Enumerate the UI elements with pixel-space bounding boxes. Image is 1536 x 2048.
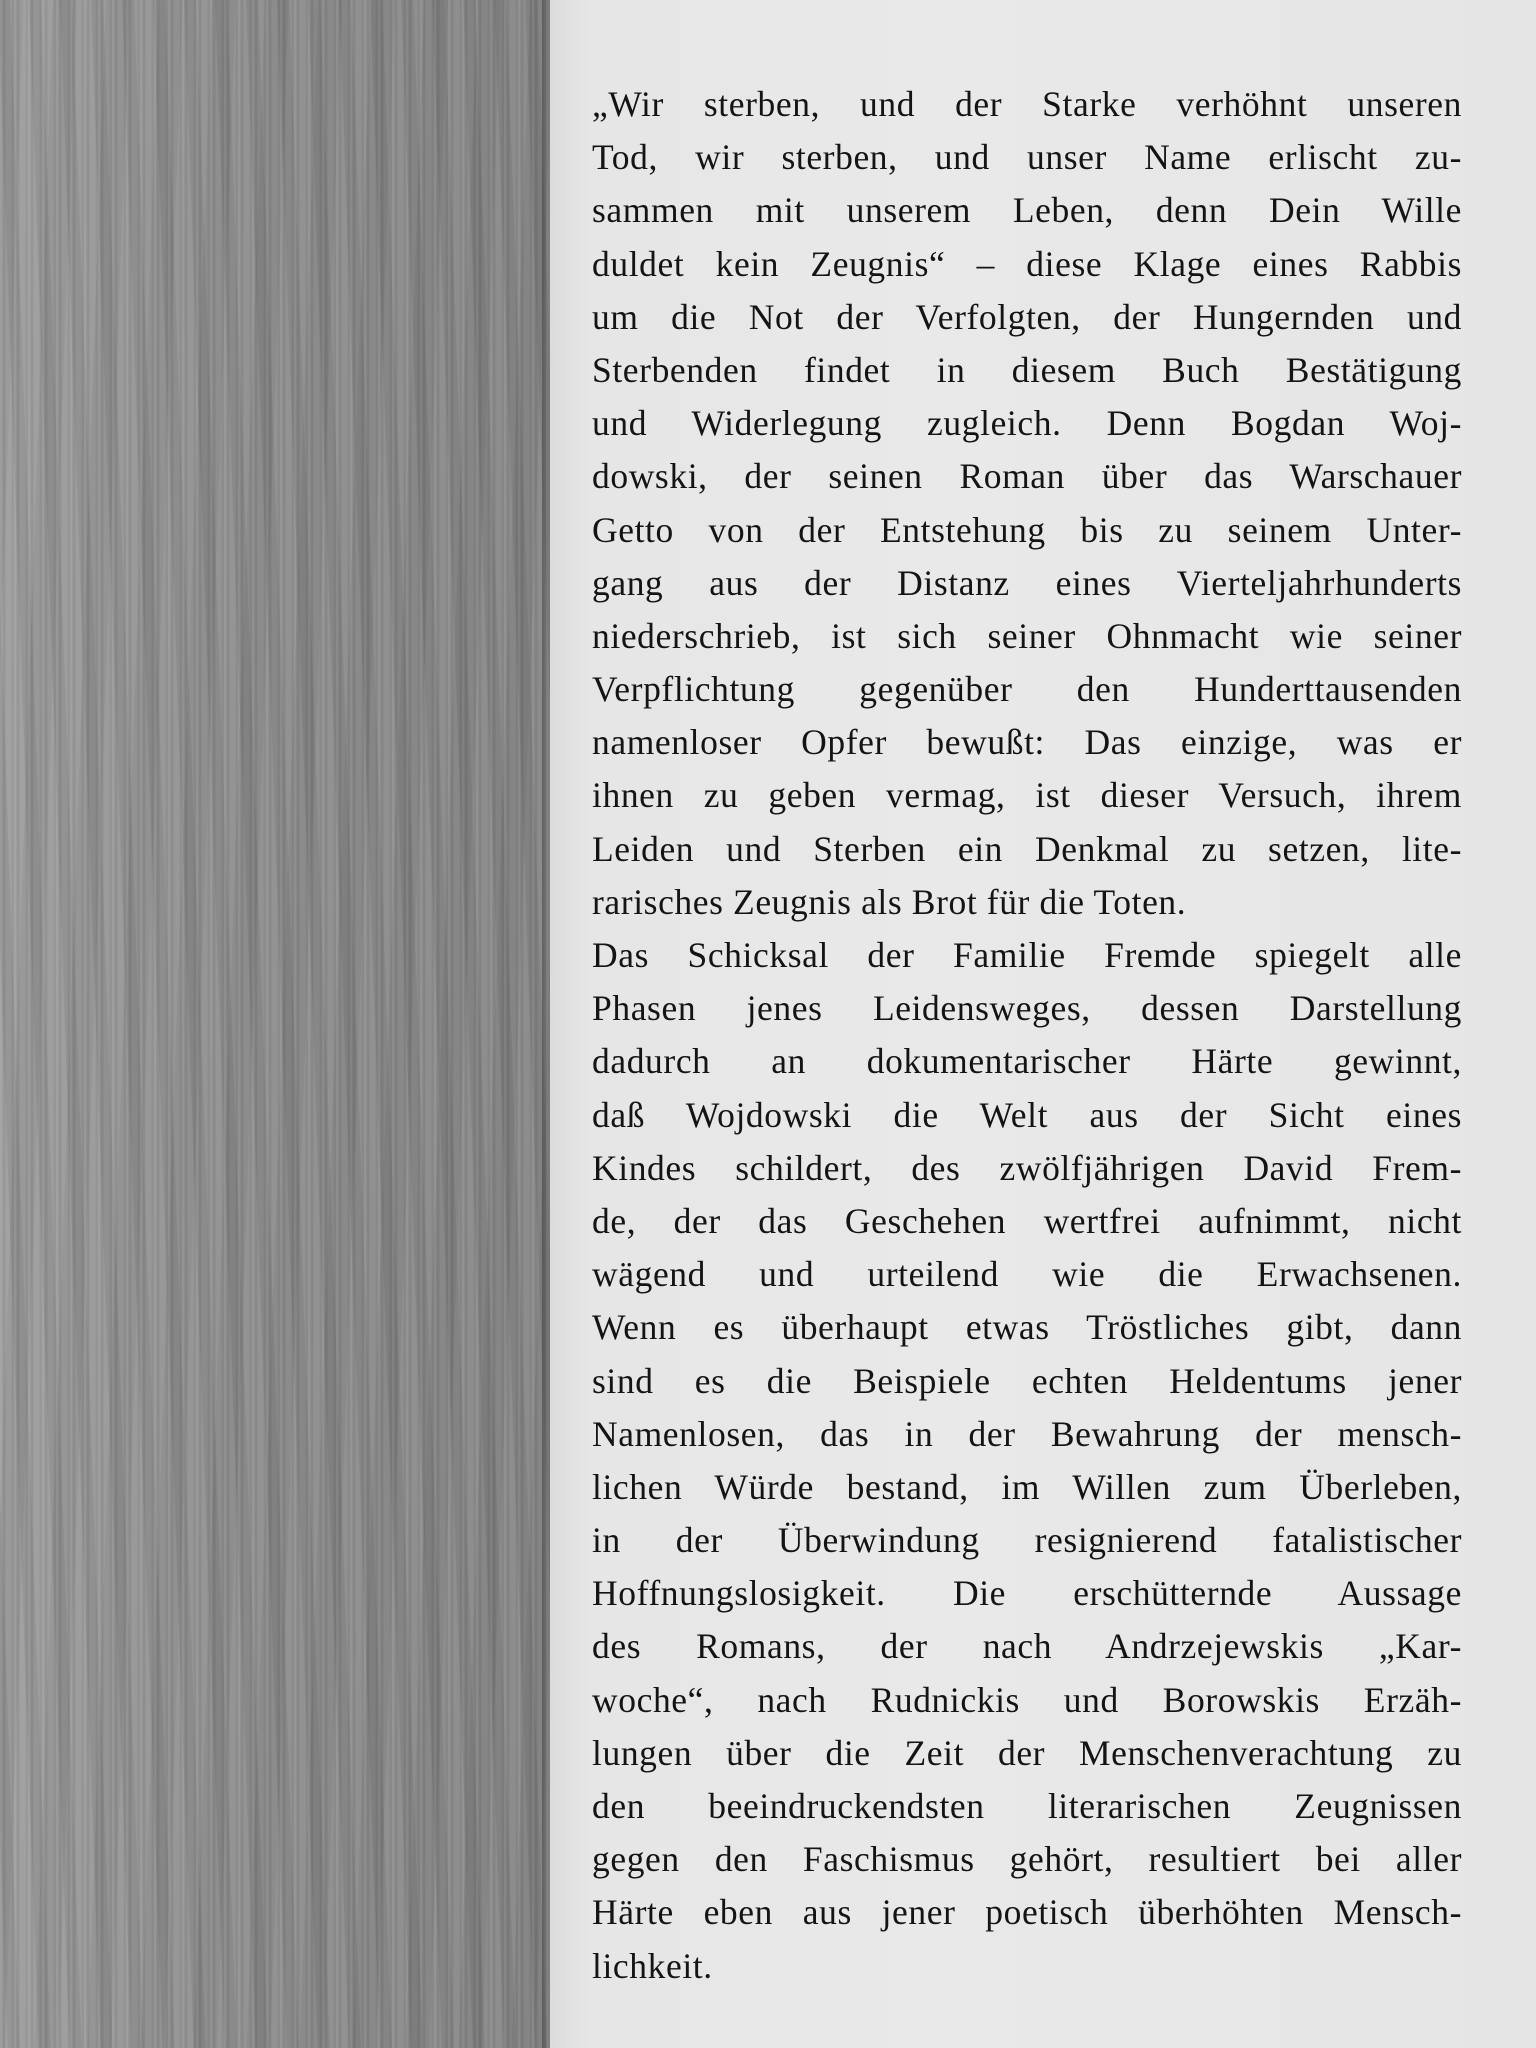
text-line: daß Wojdowski die Welt aus der Sicht eines xyxy=(592,1094,1462,1135)
paragraph-1 xyxy=(592,78,1462,929)
book-flap-page xyxy=(550,0,1536,2048)
text-line: des Romans, der nach Andrzejewskis „Kar- xyxy=(592,1626,1462,1667)
text-line: niederschrieb, ist sich seiner Ohnmacht wie seiner xyxy=(592,615,1462,656)
text-line: „Wir sterben, und der Starke verhöhnt unseren xyxy=(592,84,1462,124)
text-line: gang aus der Distanz eines Vierteljahrhunderts xyxy=(592,562,1462,603)
text-line: sind es die Beispiele echten Heldentums jener xyxy=(592,1360,1462,1401)
text-line: Verpflichtung gegenüber den Hunderttausenden xyxy=(592,669,1462,710)
text-line: dowski, der seinen Roman über das Warschauer xyxy=(592,456,1462,497)
text-line: Phasen jenes Leidensweges, dessen Darstellung xyxy=(592,988,1462,1029)
text-line: Härte eben aus jener poetisch überhöhten Mensch- xyxy=(592,1892,1462,1933)
text-line: Das Schicksal der Familie Fremde spiegelt alle xyxy=(592,935,1462,975)
text-line: duldet kein Zeugnis“ – diese Klage eines Rabbis xyxy=(592,243,1462,284)
text-line: rarisches Zeugnis als Brot für die Toten. xyxy=(592,881,1187,922)
text-line: Getto von der Entstehung bis zu seinem Unter- xyxy=(592,509,1462,550)
text-line: namenloser Opfer bewußt: Das einzige, was er xyxy=(592,722,1462,763)
text-line: Wenn es überhaupt etwas Tröstliches gibt, dann xyxy=(592,1307,1462,1348)
text-line: Tod, wir sterben, und unser Name erlischt zu- xyxy=(592,137,1462,178)
text-line: lungen über die Zeit der Menschenverachtung zu xyxy=(592,1732,1462,1773)
paragraph-2 xyxy=(592,929,1462,1993)
blurb-text xyxy=(592,78,1462,1993)
text-line: Sterbenden findet in diesem Buch Bestätigung xyxy=(592,349,1462,390)
text-line: de, der das Geschehen wertfrei aufnimmt, nicht xyxy=(592,1200,1462,1241)
text-line: woche“, nach Rudnickis und Borowskis Erzäh- xyxy=(592,1679,1462,1720)
text-line: lichkeit. xyxy=(592,1945,713,1986)
text-line: Kindes schildert, des zwölfjährigen David Frem- xyxy=(592,1147,1462,1188)
text-line: wägend und urteilend wie die Erwachsenen. xyxy=(592,1254,1462,1295)
text-line: sammen mit unserem Leben, denn Dein Wille xyxy=(592,190,1462,231)
text-line: Hoffnungslosigkeit. Die erschütternde Aussage xyxy=(592,1573,1462,1614)
text-line: in der Überwindung resignierend fatalistischer xyxy=(592,1520,1462,1561)
text-line: und Widerlegung zugleich. Denn Bogdan Woj- xyxy=(592,403,1462,444)
text-line: lichen Würde bestand, im Willen zum Überleben, xyxy=(592,1466,1462,1507)
text-line: dadurch an dokumentarischer Härte gewinnt, xyxy=(592,1041,1462,1082)
text-line: um die Not der Verfolgten, der Hungernden und xyxy=(592,296,1462,337)
text-line: ihnen zu geben vermag, ist dieser Versuch, ihrem xyxy=(592,775,1462,816)
text-line: Leiden und Sterben ein Denkmal zu setzen, lite- xyxy=(592,828,1462,869)
text-line: gegen den Faschismus gehört, resultiert bei aller xyxy=(592,1839,1462,1880)
text-line: Namenlosen, das in der Bewahrung der mensch- xyxy=(592,1413,1462,1454)
text-line: den beeindruckendsten literarischen Zeugnissen xyxy=(592,1786,1462,1826)
wood-surface-background xyxy=(0,0,550,2048)
